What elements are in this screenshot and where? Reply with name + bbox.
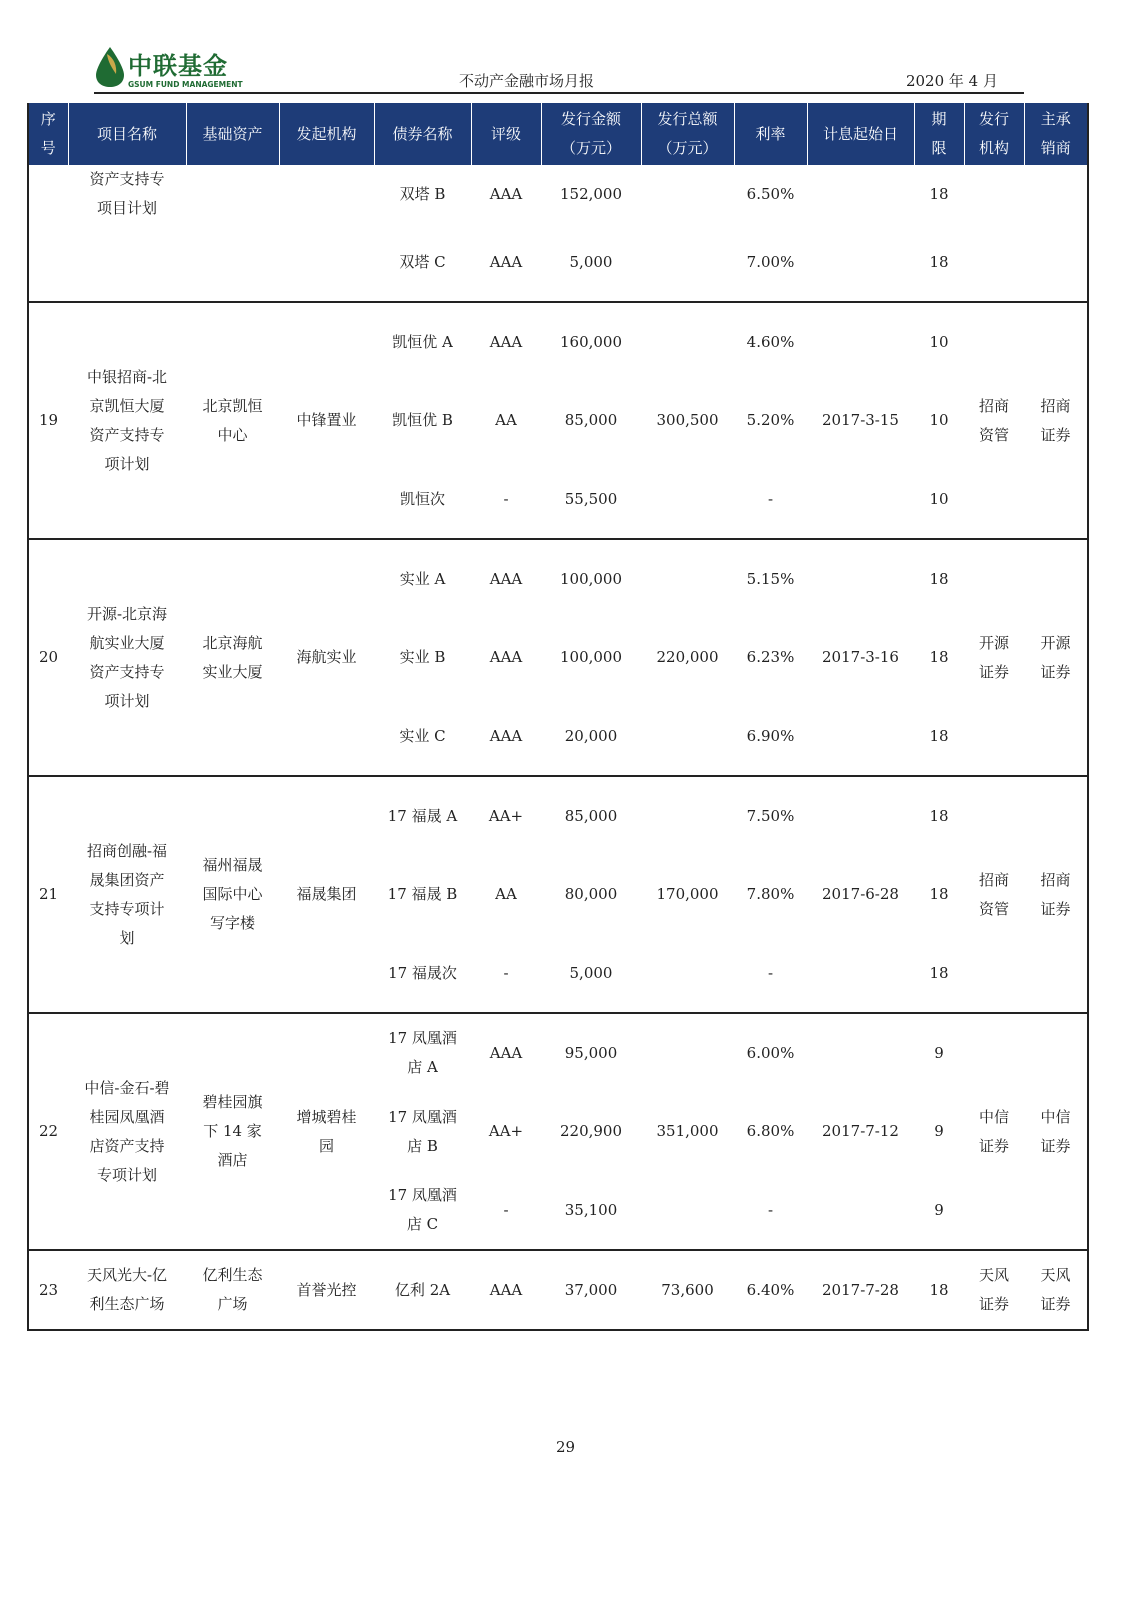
col-header-issue-amount-line1: 发行金额	[560, 110, 621, 128]
cell-sponsor	[279, 539, 374, 776]
cell-line: 实业 B	[399, 648, 446, 666]
cell-rate: -	[767, 1200, 774, 1219]
cell-bond-name	[374, 697, 471, 776]
col-header-underwriter	[1024, 103, 1088, 165]
cell-start-date: 2017-7-28	[807, 1250, 914, 1330]
cell-line: 店资产支持	[89, 1136, 165, 1155]
cell-no	[28, 165, 68, 223]
cell-line: 广场	[217, 1295, 248, 1313]
cell-amount: 100,000	[559, 648, 623, 666]
cell-rate: 6.80%	[746, 1122, 795, 1140]
cell-line: 17 福晟 A	[387, 806, 458, 825]
cell-rating: AAA	[471, 302, 541, 381]
cell-term: 18	[929, 726, 949, 745]
cell-rate: -	[767, 963, 774, 982]
cell-term: 18	[929, 252, 949, 271]
cell-rating: AAA	[489, 252, 523, 271]
cell-line: 店 A	[407, 1058, 438, 1076]
table-row	[28, 539, 1088, 618]
cell-asset	[186, 539, 279, 776]
cell-line: 店 C	[406, 1215, 439, 1233]
cell-term: 9	[934, 1200, 944, 1219]
cell-rate: 7.00%	[746, 252, 795, 271]
cell-line: 园	[318, 1136, 334, 1155]
cell-bond-name	[374, 776, 471, 855]
cell-line: 证券	[1040, 425, 1071, 444]
cell-project-name	[68, 776, 186, 1013]
cell-underwriter	[1024, 165, 1088, 223]
cell-line: 北京海航	[202, 633, 263, 652]
cell-rating: AAA	[471, 1013, 541, 1092]
cell-asset	[186, 1250, 279, 1330]
cell-project-name	[68, 302, 186, 539]
cell-line: 实业 C	[399, 726, 446, 745]
cell-bond-name	[374, 539, 471, 618]
cell-line: 碧桂园旗	[202, 1093, 263, 1111]
cell-underwriter	[1024, 776, 1088, 1013]
cell-term: 18	[929, 184, 949, 203]
cell-rate: 5.20%	[746, 411, 795, 429]
cell-term: 18	[929, 885, 949, 903]
cell-total	[641, 223, 734, 302]
cell-issuer	[964, 539, 1024, 776]
cell-line: 亿利 2A	[394, 1280, 451, 1299]
cell-rate: 6.50%	[746, 184, 795, 203]
cell-line: 证券	[1040, 662, 1071, 681]
cell-project-name	[68, 165, 186, 223]
col-header-start-date: 计息起始日	[807, 103, 914, 165]
cell-line: 凯恒次	[399, 489, 445, 508]
cell-line: 专项计划	[96, 1165, 157, 1184]
cell-line: 17 凤凰酒	[388, 1186, 457, 1204]
cell-issuer	[964, 1013, 1024, 1250]
cell-start-date	[807, 165, 914, 223]
col-header-no-line2: 号	[40, 139, 56, 157]
cell-line: 写字楼	[209, 914, 255, 932]
cell-line: 证券	[978, 1136, 1009, 1155]
cell-term: 10	[914, 302, 964, 381]
cell-line: 招商	[1040, 870, 1071, 889]
cell-line: 国际中心	[202, 885, 263, 903]
cell-line: 下 14 家	[203, 1122, 262, 1140]
cell-line: 17 福晟 B	[387, 885, 458, 903]
cell-asset	[186, 302, 279, 539]
cell-rate: 6.90%	[746, 726, 795, 745]
cell-rating: -	[503, 489, 509, 508]
col-header-underwriter-line1: 主承	[1040, 110, 1071, 128]
cell-sponsor	[279, 776, 374, 1013]
cell-amount: 100,000	[541, 539, 641, 618]
cell-rating: AA	[495, 885, 517, 903]
cell-line: 支持专项计	[89, 899, 165, 918]
cell-rate: 6.40%	[734, 1250, 807, 1330]
cell-rating: AAA	[489, 184, 523, 203]
cell-line: 招商创融-福	[86, 841, 168, 860]
cell-amount: 220,900	[559, 1122, 623, 1140]
cell-rate: 6.23%	[746, 648, 795, 666]
col-header-issuer	[964, 103, 1024, 165]
cell-line: 福州福晟	[202, 856, 263, 874]
cell-amount: 5,000	[569, 252, 613, 271]
cell-line: 天风	[1040, 1266, 1071, 1284]
cell-underwriter	[1024, 223, 1088, 302]
page-number: 29	[555, 1438, 576, 1456]
cell-project-name	[68, 223, 186, 302]
cell-line: 实业大厦	[202, 662, 263, 681]
cell-no	[28, 223, 68, 302]
projects-body	[28, 302, 1088, 1330]
cell-project-name	[68, 539, 186, 776]
cell-sponsor	[279, 165, 374, 223]
cell-line: 实业 A	[399, 569, 446, 588]
cell-rating: AA+	[488, 1122, 524, 1140]
cell-line: 招商	[1040, 396, 1071, 415]
cell-line: 凯恒优 A	[392, 332, 453, 351]
cell-line: 首誉光控	[296, 1280, 357, 1299]
col-header-project-name: 项目名称	[68, 103, 186, 165]
col-header-underlying-asset: 基础资产	[186, 103, 279, 165]
cell-no: 19	[28, 302, 68, 539]
cell-total: 73,600	[641, 1250, 734, 1330]
report-date: 2020 年 4 月	[905, 72, 998, 90]
cell-underwriter	[1024, 539, 1088, 776]
cell-asset	[186, 165, 279, 223]
cell-sponsor	[279, 302, 374, 539]
cell-rate: -	[767, 489, 774, 508]
company-logo	[94, 44, 244, 92]
cell-line: 凯恒优 B	[392, 411, 453, 429]
cell-sponsor	[279, 1013, 374, 1250]
report-title: 不动产金融市场月报	[459, 72, 595, 90]
abs-issuance-table	[27, 103, 1089, 1331]
cell-asset	[186, 223, 279, 302]
cell-issuer	[964, 1250, 1024, 1330]
cell-project-name	[68, 1250, 186, 1330]
cell-line: 资产支持专	[89, 662, 165, 681]
page-header	[94, 40, 1024, 96]
cell-rating: -	[503, 963, 509, 982]
cell-amount: 37,000	[541, 1250, 641, 1330]
cell-rating: AAA	[489, 648, 523, 666]
cell-line: 福晟集团	[296, 885, 357, 903]
table-row-continued	[28, 165, 1088, 223]
cell-term: 9	[934, 1122, 944, 1140]
cell-term: 18	[929, 648, 949, 666]
table-row	[28, 1013, 1088, 1092]
cell-line: 项计划	[104, 691, 150, 710]
cell-term: 9	[914, 1013, 964, 1092]
cell-line: 招商	[978, 396, 1009, 415]
table-row	[28, 776, 1088, 855]
cell-line: 中信	[1040, 1107, 1071, 1126]
cell-line: 开源-北京海	[86, 604, 168, 623]
cell-rating: AAA	[471, 539, 541, 618]
cell-underwriter	[1024, 1013, 1088, 1250]
cell-bond-name	[374, 1250, 471, 1330]
cell-rate: 6.00%	[734, 1013, 807, 1092]
cell-amount: 55,500	[564, 489, 618, 508]
cell-line: 京凯恒大厦	[89, 396, 165, 415]
cell-bond-name	[374, 618, 471, 697]
col-header-bond-name: 债券名称	[374, 103, 471, 165]
col-header-term	[914, 103, 964, 165]
cell-rate: 4.60%	[734, 302, 807, 381]
cell-line: 招商	[978, 870, 1009, 889]
cell-amount: 85,000	[541, 776, 641, 855]
table-row	[28, 302, 1088, 381]
cell-amount: 80,000	[564, 885, 618, 903]
cell-start-date: 2017-6-28	[807, 776, 914, 1013]
cell-line: 项计划	[104, 454, 150, 473]
cell-line: 中信-金石-碧	[84, 1078, 170, 1097]
cell-rate: 7.50%	[734, 776, 807, 855]
cell-line: 亿利生态	[202, 1266, 263, 1284]
cell-line: 店 B	[407, 1136, 438, 1155]
cell-total	[641, 165, 734, 223]
cell-bond-name	[374, 855, 471, 934]
cell-rate: 5.15%	[734, 539, 807, 618]
logo-english-text: GSUM FUND MANAGEMENT	[128, 80, 243, 89]
header-divider	[94, 92, 1024, 94]
cell-line: 北京凯恒	[202, 396, 263, 415]
cell-total: 220,000	[641, 539, 734, 776]
cell-start-date: 2017-7-12	[807, 1013, 914, 1250]
cell-amount: 160,000	[541, 302, 641, 381]
cell-issuer	[964, 776, 1024, 1013]
cell-line: 天风	[978, 1266, 1009, 1284]
cell-bond-name	[374, 1092, 471, 1171]
col-header-term-line1: 期	[931, 110, 947, 128]
col-header-total-amount	[641, 103, 734, 165]
cell-line: 开源	[1040, 633, 1071, 652]
cell-term: 10	[929, 411, 949, 429]
cell-rating: AAA	[489, 726, 523, 745]
cell-rating: AA	[495, 411, 517, 429]
project-name-line: 项目计划	[96, 199, 157, 217]
table-header-row	[28, 103, 1088, 165]
cell-line: 17 福晟次	[388, 963, 457, 982]
col-header-issue-amount-line2: （万元）	[560, 139, 621, 157]
cell-line: 桂园凤凰酒	[89, 1107, 165, 1126]
cell-term: 10	[929, 489, 949, 508]
cell-line: 天风光大-亿	[86, 1266, 168, 1284]
cell-line: 资管	[978, 899, 1009, 918]
col-header-term-line2: 限	[931, 139, 947, 157]
cell-line: 17 凤凰酒	[388, 1107, 457, 1126]
col-header-issuer-line2: 机构	[978, 139, 1009, 157]
cell-rating: AA+	[471, 776, 541, 855]
cell-issuer	[964, 223, 1024, 302]
cell-line: 晟集团资产	[89, 870, 165, 889]
project-name-line: 资产支持专	[89, 170, 165, 188]
cell-no: 21	[28, 776, 68, 1013]
cell-line: 资产支持专	[89, 425, 165, 444]
cell-bond-name: 双塔 B	[399, 184, 446, 203]
col-header-rate: 利率	[734, 103, 807, 165]
cell-bond-name	[374, 302, 471, 381]
col-header-issue-amount	[541, 103, 641, 165]
cell-sponsor	[279, 1250, 374, 1330]
cell-line: 中信	[978, 1107, 1009, 1126]
col-header-rating: 评级	[471, 103, 541, 165]
table-body	[28, 165, 1088, 302]
cell-amount: 35,100	[564, 1200, 618, 1219]
cell-no: 22	[28, 1013, 68, 1250]
cell-line: 增城碧桂	[296, 1107, 357, 1126]
logo-chinese-text: 中联基金	[128, 52, 228, 80]
table-row-continued	[28, 223, 1088, 302]
cell-term: 18	[914, 539, 964, 618]
cell-amount: 85,000	[564, 411, 618, 429]
cell-line: 证券	[978, 1295, 1009, 1313]
cell-term: 18	[914, 1250, 964, 1330]
cell-underwriter	[1024, 302, 1088, 539]
cell-line: 17 凤凰酒	[388, 1029, 457, 1047]
col-header-no-line1: 序	[40, 110, 56, 128]
cell-amount: 152,000	[559, 184, 623, 203]
cell-start-date	[807, 223, 914, 302]
cell-line: 资管	[978, 425, 1009, 444]
cell-amount: 20,000	[564, 726, 618, 745]
cell-start-date: 2017-3-16	[807, 539, 914, 776]
cell-line: 证券	[1040, 899, 1071, 918]
cell-line: 中锋置业	[296, 411, 357, 429]
cell-line: 证券	[1040, 1295, 1071, 1313]
col-header-total-amount-line2: （万元）	[657, 139, 718, 157]
cell-sponsor	[279, 223, 374, 302]
cell-amount: 95,000	[541, 1013, 641, 1092]
col-header-issuer-line1: 发行	[978, 110, 1009, 128]
col-header-sponsor: 发起机构	[279, 103, 374, 165]
cell-issuer	[964, 302, 1024, 539]
cell-start-date: 2017-3-15	[807, 302, 914, 539]
cell-total: 170,000	[641, 776, 734, 1013]
cell-rate: 7.80%	[746, 885, 795, 903]
cell-rating: AAA	[471, 1250, 541, 1330]
cell-line: 开源	[978, 633, 1009, 652]
cell-rating: -	[503, 1200, 509, 1219]
cell-line: 证券	[978, 662, 1009, 681]
cell-line: 航实业大厦	[89, 633, 165, 652]
cell-asset	[186, 1013, 279, 1250]
cell-bond-name	[374, 1013, 471, 1092]
cell-underwriter	[1024, 1250, 1088, 1330]
cell-bond-name	[374, 460, 471, 539]
cell-term: 18	[929, 963, 949, 982]
table-row	[28, 1250, 1088, 1330]
cell-no: 20	[28, 539, 68, 776]
cell-line: 海航实业	[296, 648, 357, 666]
cell-amount: 5,000	[569, 963, 613, 982]
cell-total: 351,000	[641, 1013, 734, 1250]
cell-issuer	[964, 165, 1024, 223]
cell-bond-name	[374, 381, 471, 460]
cell-line: 中银招商-北	[86, 367, 168, 386]
cell-line: 中心	[217, 425, 248, 444]
cell-term: 18	[914, 776, 964, 855]
cell-bond-name	[374, 934, 471, 1013]
cell-total: 300,500	[641, 302, 734, 539]
cell-line: 证券	[1040, 1136, 1071, 1155]
cell-line: 酒店	[217, 1151, 248, 1169]
cell-bond-name: 双塔 C	[399, 252, 446, 271]
col-header-no	[28, 103, 68, 165]
cell-line: 利生态广场	[89, 1295, 165, 1313]
cell-asset	[186, 776, 279, 1013]
cell-no: 23	[28, 1250, 68, 1330]
cell-line: 划	[119, 928, 135, 947]
col-header-underwriter-line2: 销商	[1040, 139, 1071, 157]
leaf-drop-icon	[94, 46, 126, 88]
cell-bond-name	[374, 1171, 471, 1250]
cell-project-name	[68, 1013, 186, 1250]
col-header-total-amount-line1: 发行总额	[657, 110, 718, 128]
